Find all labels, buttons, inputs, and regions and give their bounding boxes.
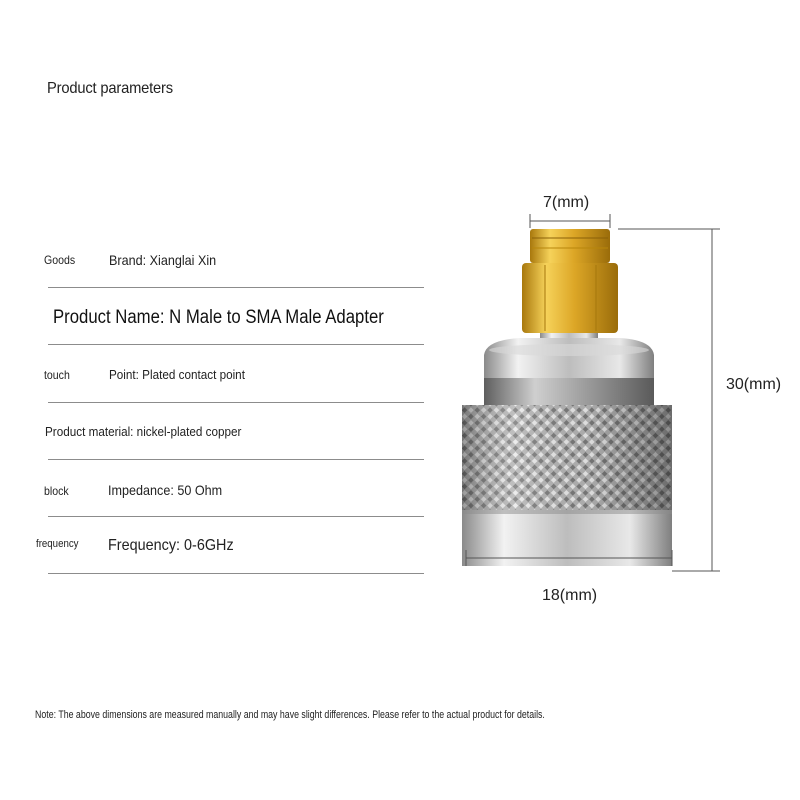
dimension-top-width: 7(mm) xyxy=(543,194,590,211)
param-value: Product material: nickel-plated copper xyxy=(45,424,242,439)
param-label: Goods xyxy=(44,253,76,267)
footnote: Note: The above dimensions are measured manually and may have slight differences. Please refer to the actual product for details. xyxy=(35,709,545,721)
page-title: Product parameters xyxy=(47,80,173,97)
param-label: touch xyxy=(44,368,70,382)
dimension-bottom-width: 18(mm) xyxy=(542,587,598,604)
param-value: Frequency: 0-6GHz xyxy=(108,537,234,554)
param-value: Point: Plated contact point xyxy=(109,367,245,382)
param-value: Product Name: N Male to SMA Male Adapter xyxy=(53,307,384,328)
param-label: frequency xyxy=(36,538,79,550)
param-label: block xyxy=(44,484,69,498)
param-value: Brand: Xianglai Xin xyxy=(109,252,217,268)
param-value: Impedance: 50 Ohm xyxy=(108,482,223,498)
dimension-height: 30(mm) xyxy=(726,376,782,393)
